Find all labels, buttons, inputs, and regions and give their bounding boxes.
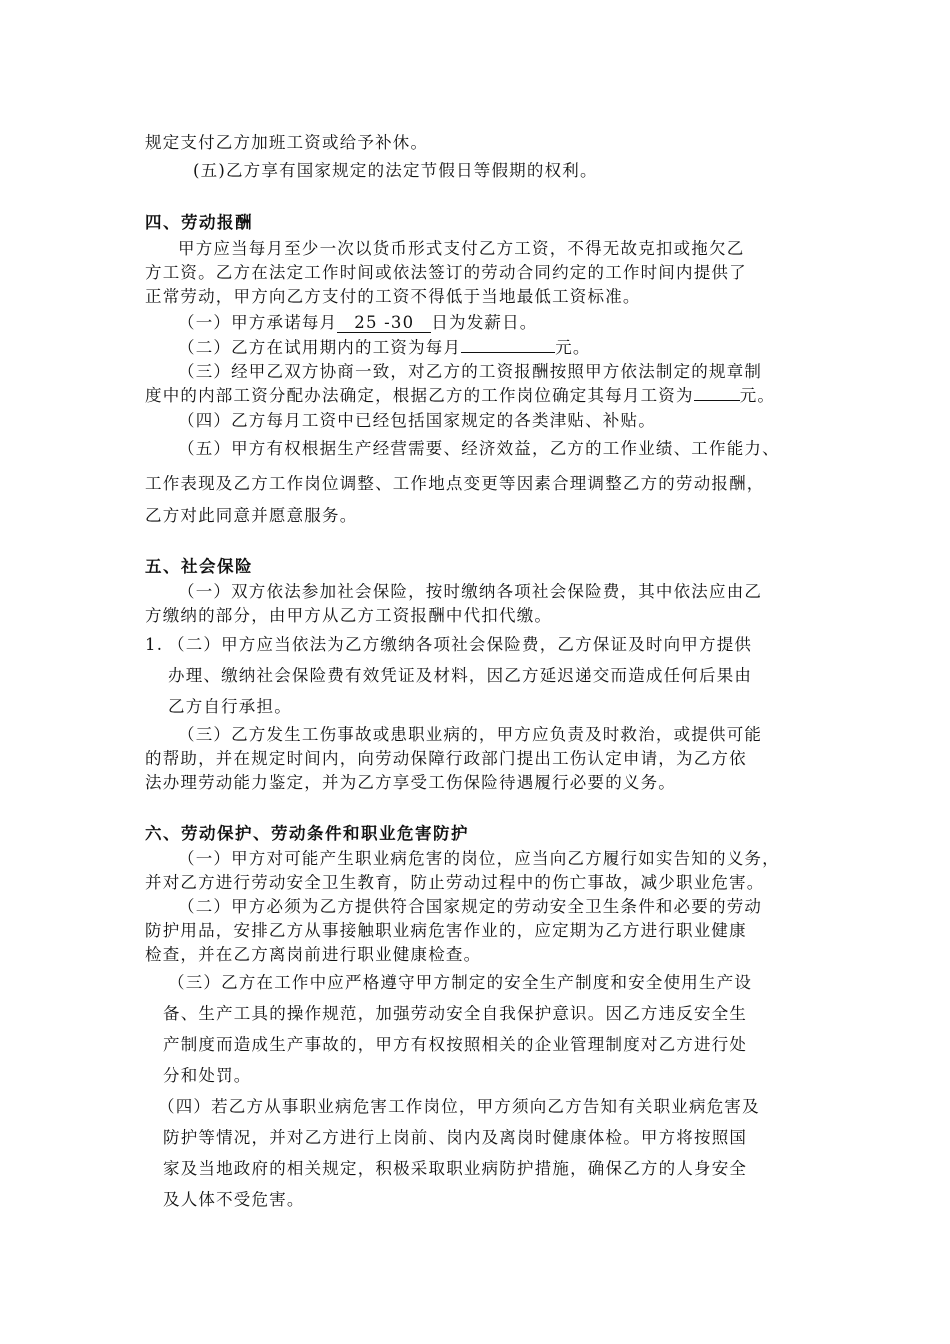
- paragraph-line: 乙方对此同意并愿意服务。: [145, 506, 358, 525]
- line-text: 元。: [739, 386, 776, 405]
- paragraph-line: 的帮助，并在规定时间内，向劳动保障行政部门提出工伤认定申请，为乙方依: [145, 749, 747, 768]
- paragraph-line: 法办理劳动能力鉴定，并为乙方享受工伤保险待遇履行必要的义务。: [145, 773, 676, 792]
- paragraph-line: （五）甲方有权根据生产经营需要、经济效益，乙方的工作业绩、工作能力、: [178, 439, 780, 458]
- paragraph-line: [145, 385, 775, 407]
- paragraph-line: 工作表现及乙方工作岗位调整、工作地点变更等因素合理调整乙方的劳动报酬，: [145, 474, 765, 493]
- payday-field: 25 -30: [337, 314, 431, 333]
- paragraph-line: （三）乙方发生工伤事故或患职业病的，甲方应负责及时救治，或提供可能: [178, 725, 763, 744]
- paragraph-line: 产制度而造成生产事故的，甲方有权按照相关的企业管理制度对乙方进行处: [163, 1035, 748, 1054]
- line-text: （一）甲方承诺每月: [178, 313, 338, 332]
- paragraph-line: 并对乙方进行劳动安全卫生教育，防止劳动过程中的伤亡事故，减少职业危害。: [145, 873, 765, 892]
- paragraph-line: 办理、缴纳社会保险费有效凭证及材料，因乙方延迟递交而造成任何后果由: [168, 666, 753, 685]
- paragraph-line: [178, 337, 591, 359]
- paragraph-line: 甲方应当每月至少一次以货币形式支付乙方工资，不得无故克扣或拖欠乙: [178, 239, 745, 258]
- paragraph-line: （四）乙方每月工资中已经包括国家规定的各类津贴、补贴。: [178, 411, 656, 430]
- paragraph-line: （一）甲方对可能产生职业病危害的岗位，应当向乙方履行如实告知的义务，: [178, 849, 780, 868]
- paragraph-line: 方缴纳的部分，由甲方从乙方工资报酬中代扣代缴。: [145, 606, 553, 625]
- paragraph-line: （一）双方依法参加社会保险，按时缴纳各项社会保险费，其中依法应由乙: [178, 582, 763, 601]
- paragraph-line: 方工资。乙方在法定工作时间或依法签订的劳动合同约定的工作时间内提供了: [145, 263, 747, 282]
- paragraph-line: （三）乙方在工作中应严格遵守甲方制定的安全生产制度和安全使用生产设: [168, 973, 753, 992]
- paragraph-line: (五)乙方享有国家规定的法定节假日等假期的权利。: [193, 161, 598, 180]
- paragraph-line: 防护等情况，并对乙方进行上岗前、岗内及离岗时健康体检。甲方将按照国: [163, 1128, 748, 1147]
- section-heading-6: 六、劳动保护、劳动条件和职业危害防护: [145, 824, 469, 843]
- line-text: 元。: [555, 338, 591, 357]
- paragraph-line: 分和处罚。: [163, 1066, 252, 1085]
- paragraph-line: 及人体不受危害。: [163, 1190, 305, 1209]
- paragraph-line: 备、生产工具的操作规范，加强劳动安全自我保护意识。因乙方违反安全生: [163, 1004, 748, 1023]
- probation-salary-field: [461, 352, 555, 353]
- paragraph-line: （二）甲方应当依法为乙方缴纳各项社会保险费，乙方保证及时向甲方提供: [168, 635, 753, 654]
- line-text: 度中的内部工资分配办法确定，根据乙方的工作岗位确定其每月工资为: [145, 386, 694, 405]
- paragraph-line: [178, 312, 538, 334]
- paragraph-line: 正常劳动，甲方向乙方支付的工资不得低于当地最低工资标准。: [145, 287, 641, 306]
- line-text: 日为发薪日。: [431, 313, 538, 332]
- monthly-salary-field: [694, 400, 740, 401]
- list-number: 1.: [145, 635, 164, 654]
- section-heading-5: 五、社会保险: [145, 557, 253, 576]
- section-heading-4: 四、劳动报酬: [145, 213, 253, 232]
- paragraph-line: （三）经甲乙双方协商一致，对乙方的工资报酬按照甲方依法制定的规章制: [178, 362, 763, 381]
- paragraph-line: 规定支付乙方加班工资或给予补休。: [145, 133, 429, 152]
- paragraph-line: 家及当地政府的相关规定，积极采取职业病防护措施，确保乙方的人身安全: [163, 1159, 748, 1178]
- paragraph-line: （四）若乙方从事职业病危害工作岗位，甲方须向乙方告知有关职业病危害及: [158, 1097, 760, 1116]
- line-text: （二）乙方在试用期内的工资为每月: [178, 338, 462, 357]
- paragraph-line: 乙方自行承担。: [168, 697, 292, 716]
- paragraph-line: 检查，并在乙方离岗前进行职业健康检查。: [145, 945, 482, 964]
- paragraph-line: 防护用品，安排乙方从事接触职业病危害作业的，应定期为乙方进行职业健康: [145, 921, 747, 940]
- paragraph-line: （二）甲方必须为乙方提供符合国家规定的劳动安全卫生条件和必要的劳动: [178, 897, 763, 916]
